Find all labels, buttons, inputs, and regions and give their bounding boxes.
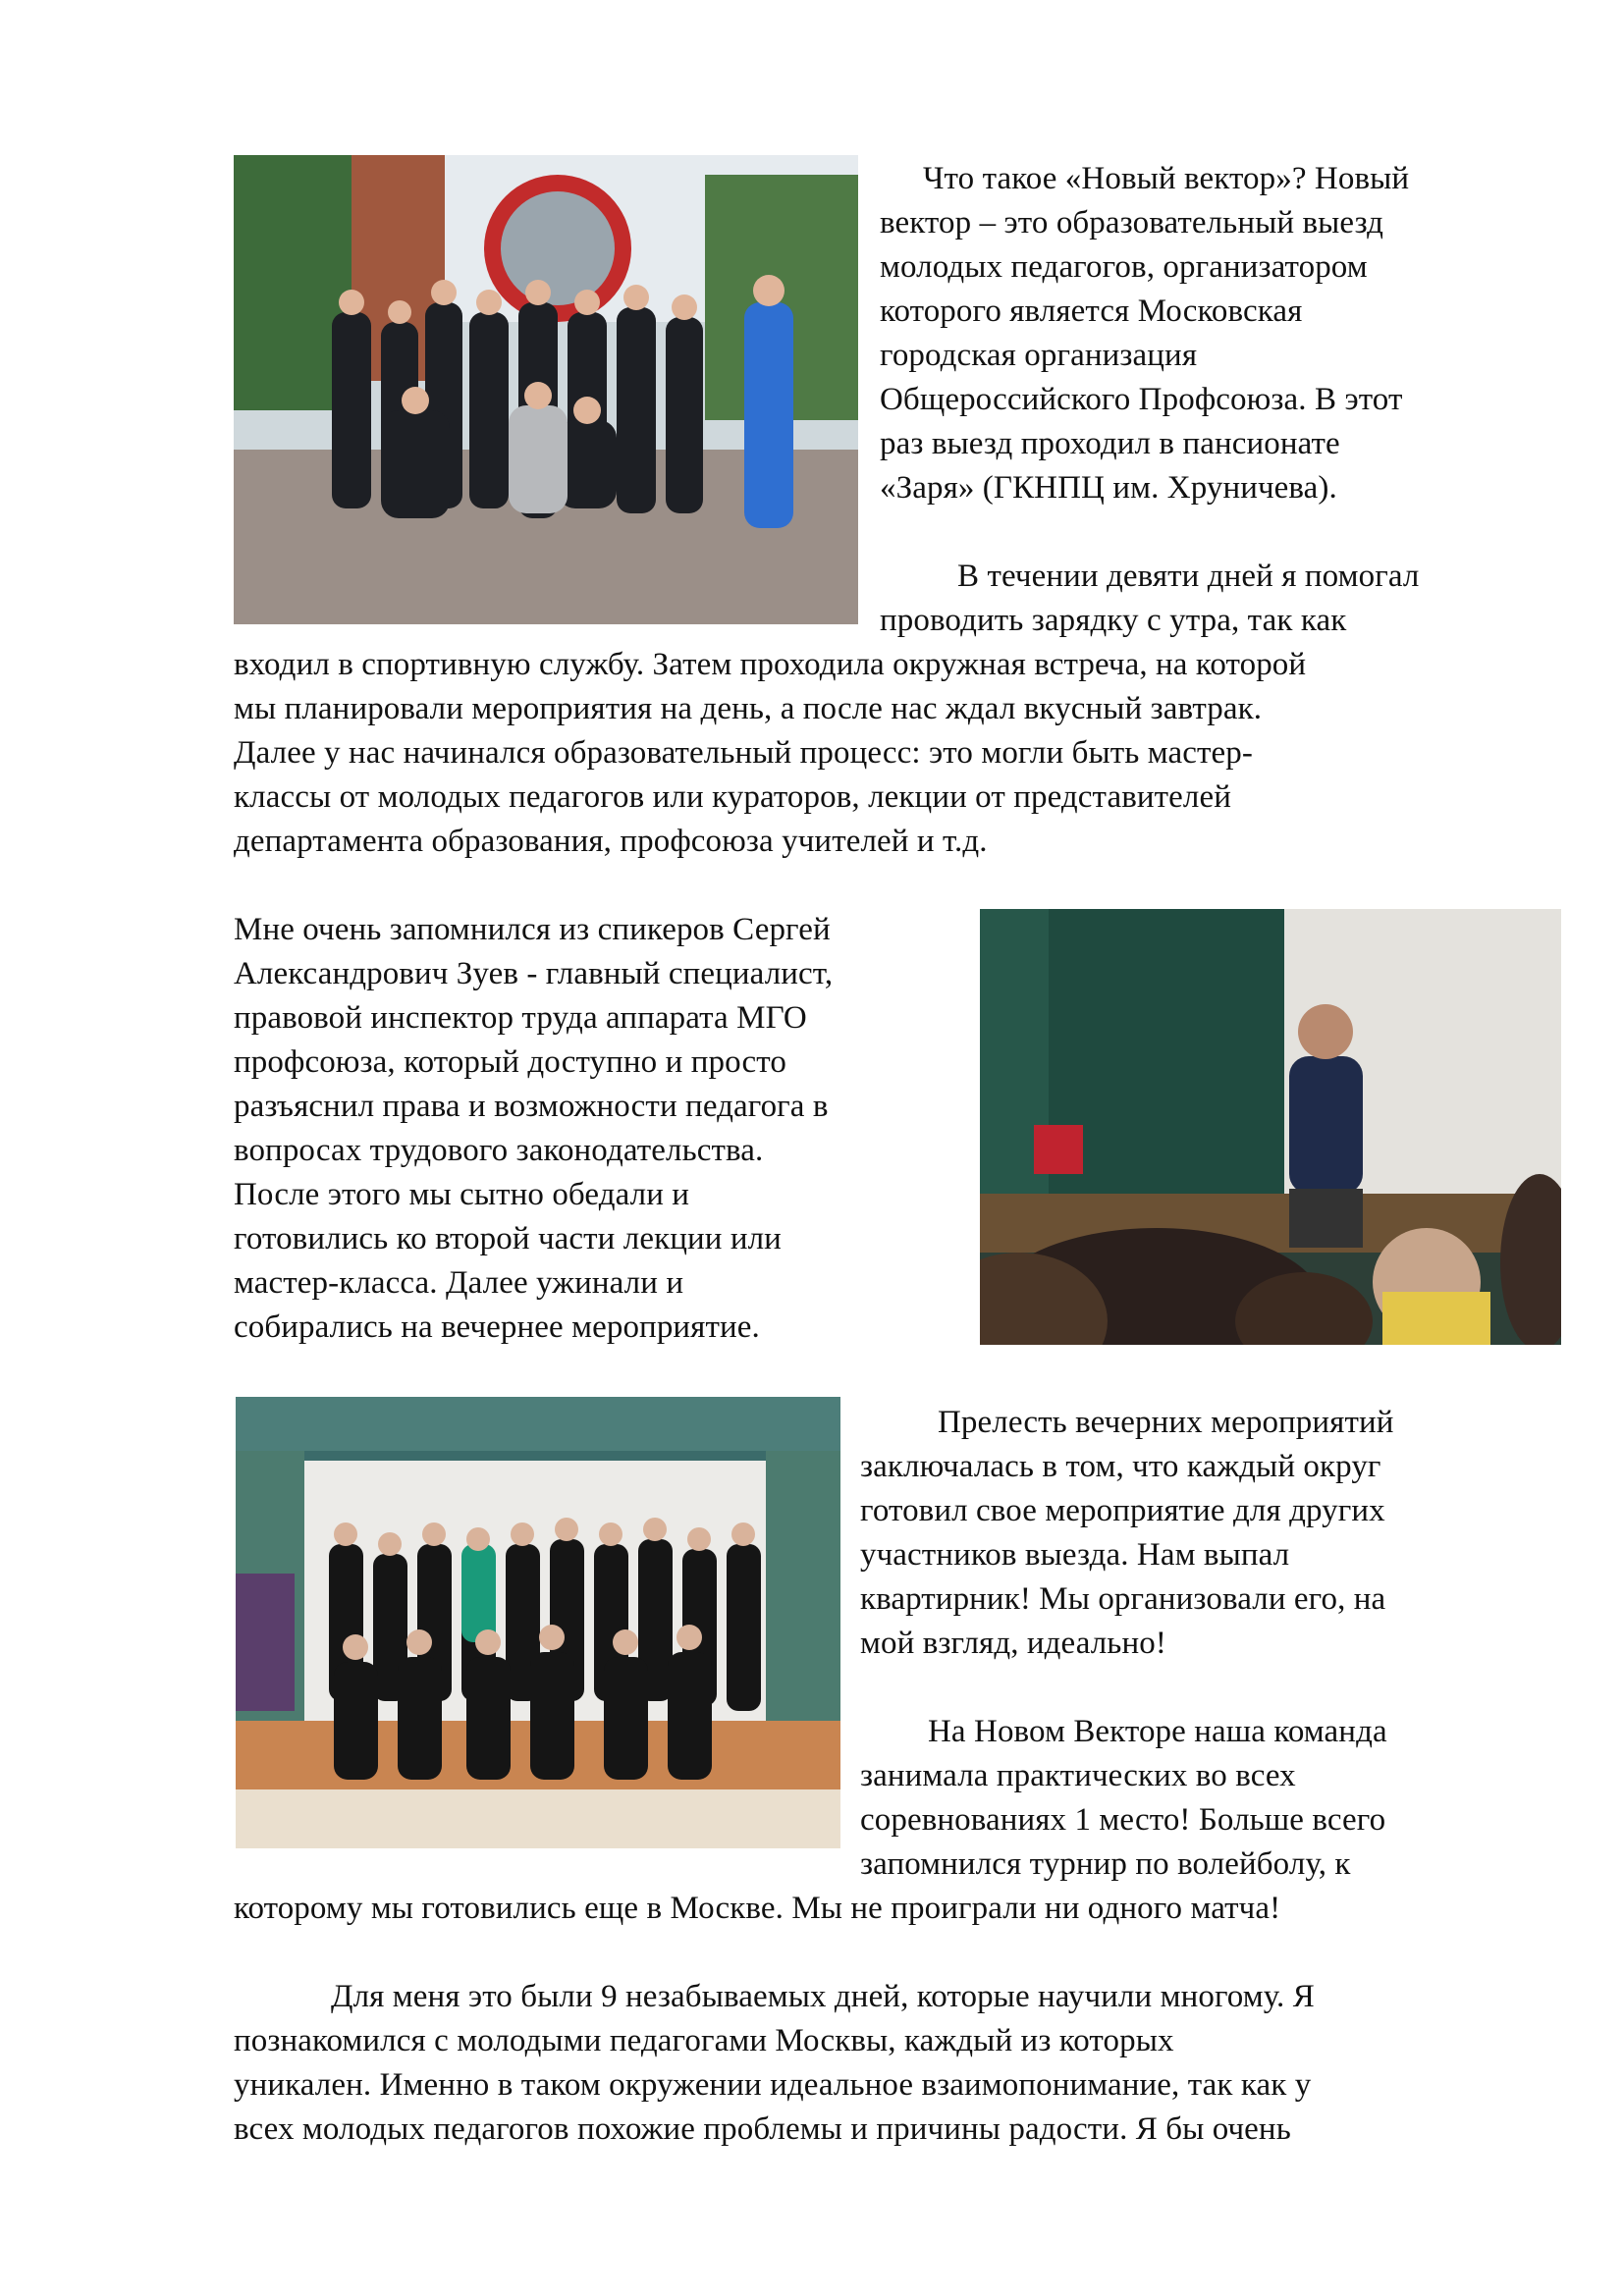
text-line: познакомился с молодыми педагогами Москвы, каждый из которых (234, 2023, 1174, 2058)
text-line: мой взгляд, идеально! (860, 1626, 1166, 1661)
text-line: запомнился турнир по волейболу, к (860, 1846, 1351, 1882)
text-line: городская организация (880, 338, 1198, 373)
text-line: Общероссийского Профсоюза. В этот (880, 382, 1403, 417)
text-line: профсоюза, который доступно и просто (234, 1044, 786, 1080)
text-line: готовил свое мероприятие для других (860, 1493, 1385, 1528)
text-line: которому мы готовились еще в Москве. Мы не проиграли ни одного матча! (234, 1891, 1281, 1926)
text-line: проводить зарядку с утра, так как (880, 603, 1347, 638)
text-line: молодых педагогов, организатором (880, 249, 1368, 285)
text-line: всех молодых педагогов похожие проблемы и причины радости. Я бы очень (234, 2111, 1291, 2147)
text-line: В течении девяти дней я помогал (957, 559, 1420, 594)
text-line: вопросах трудового законодательства. (234, 1133, 764, 1168)
group-photo-outdoor (234, 155, 858, 624)
text-line: квартирник! Мы организовали его, на (860, 1581, 1386, 1617)
text-line: разъяснил права и возможности педагога в (234, 1089, 829, 1124)
text-line: Что такое «Новый вектор»? Новый (923, 161, 1410, 196)
text-line: участников выезда. Нам выпал (860, 1537, 1290, 1573)
text-line: Далее у нас начинался образовательный процесс: это могли быть мастер- (234, 735, 1253, 771)
text-line: мастер-класса. Далее ужинали и (234, 1265, 684, 1301)
text-line: занимала практических во всех (860, 1758, 1296, 1793)
text-line: После этого мы сытно обедали и (234, 1177, 690, 1212)
text-line: которого является Московская (880, 294, 1303, 329)
text-line: заключалась в том, что каждый округ (860, 1449, 1381, 1484)
speaker-photo (980, 909, 1561, 1345)
team-stage-photo (236, 1397, 840, 1848)
text-line: мы планировали мероприятия на день, а после нас ждал вкусный завтрак. (234, 691, 1263, 726)
text-line: готовились ко второй части лекции или (234, 1221, 782, 1256)
text-line: департамента образования, профсоюза учителей и т.д. (234, 824, 988, 859)
text-line: Прелесть вечерних мероприятий (938, 1405, 1394, 1440)
text-line: «Заря» (ГКНПЦ им. Хруничева). (880, 470, 1337, 506)
text-line: классы от молодых педагогов или кураторов, лекции от представителей (234, 779, 1231, 815)
text-line: собирались на вечернее мероприятие. (234, 1309, 760, 1345)
text-line: Александрович Зуев - главный специалист, (234, 956, 834, 991)
text-line: вектор – это образовательный выезд (880, 205, 1383, 240)
text-line: Мне очень запомнился из спикеров Сергей (234, 912, 831, 947)
text-line: правовой инспектор труда аппарата МГО (234, 1000, 807, 1036)
text-line: раз выезд проходил в пансионате (880, 426, 1340, 461)
text-line: соревнованиях 1 место! Больше всего (860, 1802, 1386, 1838)
text-line: На Новом Векторе наша команда (928, 1714, 1387, 1749)
text-line: Для меня это были 9 незабываемых дней, которые научили многому. Я (331, 1979, 1315, 2014)
text-line: уникален. Именно в таком окружении идеальное взаимопонимание, так как у (234, 2067, 1312, 2103)
text-line: входил в спортивную службу. Затем проходила окружная встреча, на которой (234, 647, 1307, 682)
